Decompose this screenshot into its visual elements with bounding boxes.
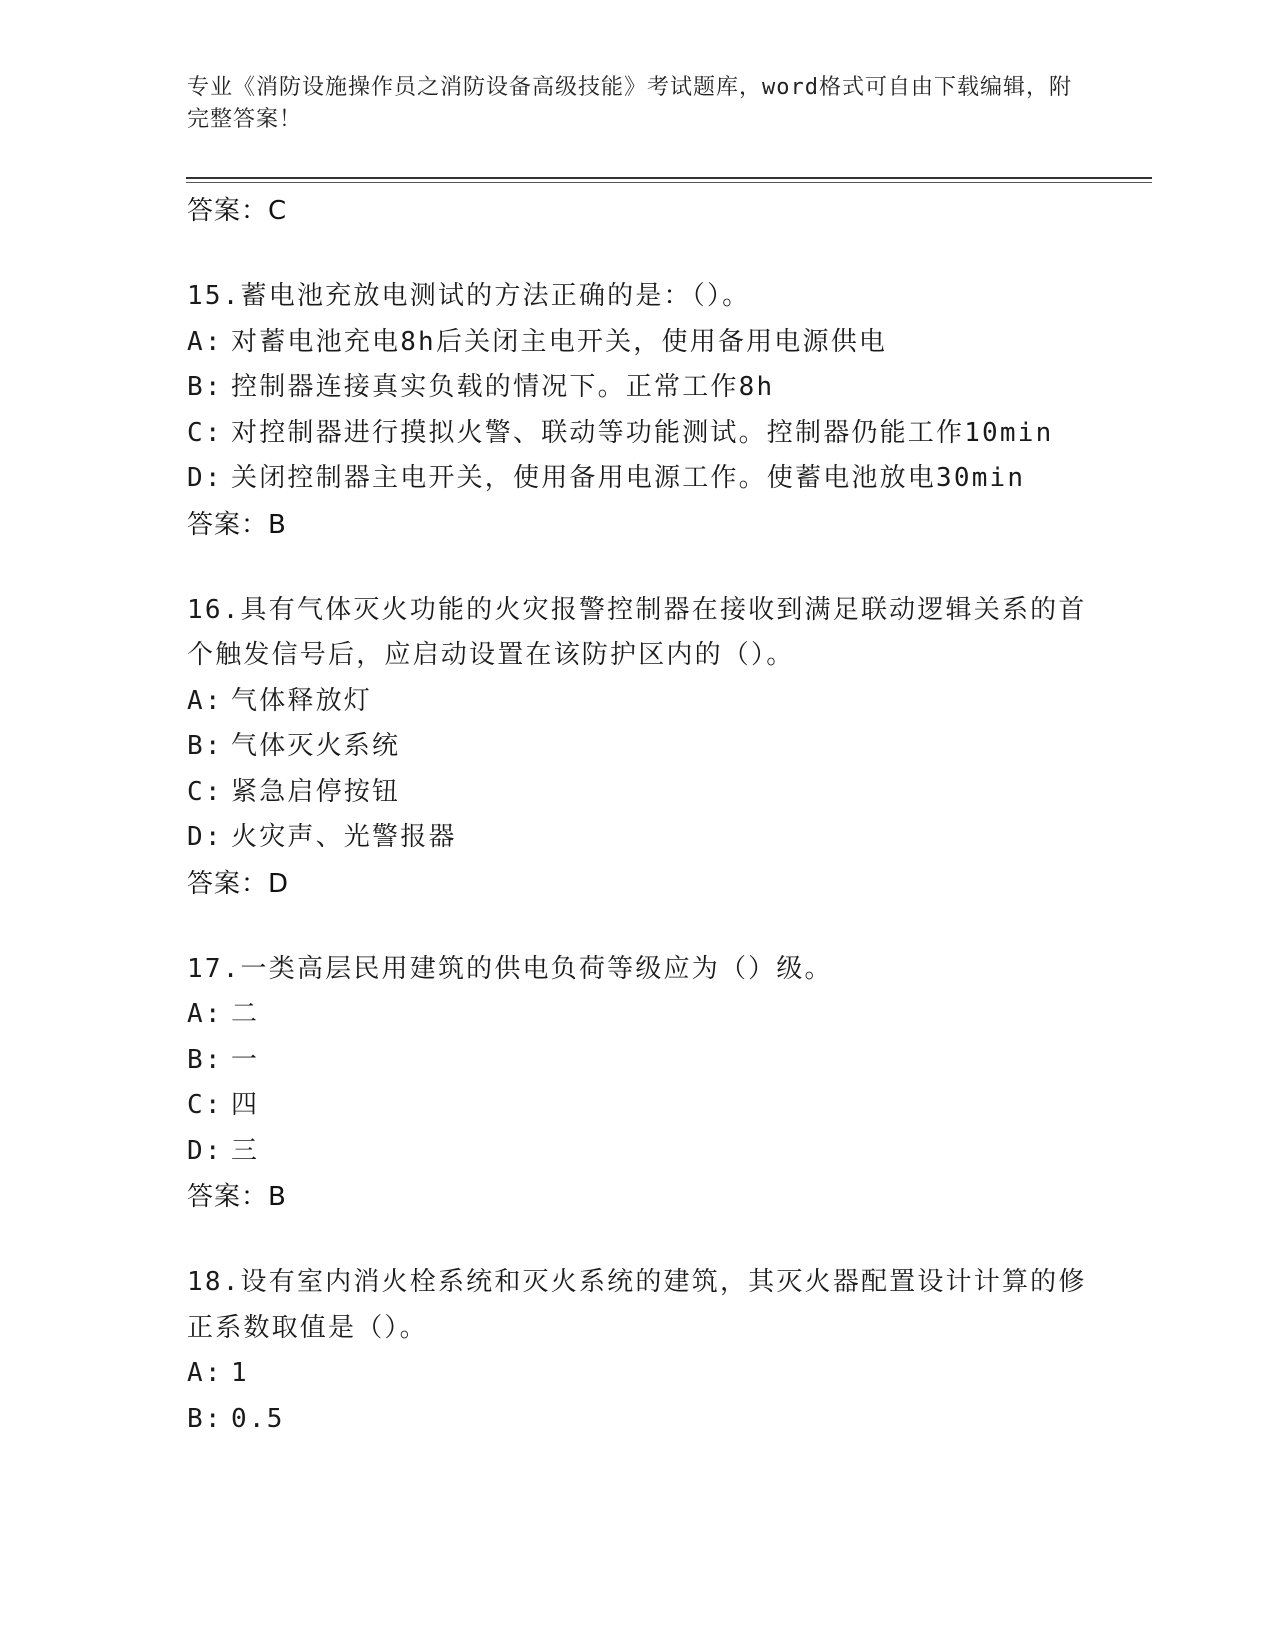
- option-text: 二: [231, 999, 260, 1029]
- option-key: D:: [187, 463, 223, 493]
- question-list: [187, 188, 1087, 1442]
- option-key: D:: [187, 822, 223, 852]
- option-text: 四: [231, 1090, 260, 1120]
- option-key: A:: [187, 685, 223, 716]
- option-b: [187, 724, 1087, 770]
- option-key: C:: [187, 776, 223, 807]
- option-c: [187, 770, 1087, 816]
- option-text: 对蓄电池充电8h后关闭主电开关，使用备用电源供电: [231, 326, 888, 357]
- option-key: B:: [187, 1044, 223, 1075]
- answer-line: 答案：C: [187, 196, 288, 226]
- option-b: [187, 1397, 1087, 1443]
- question-stem: 15.蓄电池充放电测试的方法正确的是：（）。: [187, 281, 751, 311]
- option-key: C:: [187, 417, 223, 448]
- answer-line: 答案：D: [187, 868, 290, 899]
- question-17: [187, 947, 1087, 1221]
- option-c: [187, 1083, 1087, 1129]
- option-text: 关闭控制器主电开关，使用备用电源工作。使蓄电池放电30min: [231, 463, 1026, 493]
- option-a: [187, 679, 1087, 725]
- question-15: [187, 274, 1087, 548]
- option-key: C:: [187, 1090, 223, 1120]
- option-key: A:: [187, 1358, 223, 1388]
- question-16: [187, 588, 1087, 907]
- option-key: B:: [187, 372, 223, 402]
- option-text: 控制器连接真实负载的情况下。正常工作8h: [231, 372, 775, 402]
- option-text: 气体灭火系统: [231, 731, 401, 761]
- option-text: 紧急启停按钮: [231, 776, 401, 807]
- option-key: B:: [187, 731, 223, 761]
- option-a: [187, 992, 1087, 1038]
- option-text: 气体释放灯: [231, 685, 373, 716]
- option-text: 火灾声、光警报器: [231, 822, 457, 852]
- option-b: [187, 365, 1087, 411]
- option-text: 0.5: [231, 1403, 285, 1434]
- option-key: B:: [187, 1403, 223, 1434]
- option-d: [187, 815, 1087, 861]
- option-key: D:: [187, 1135, 223, 1166]
- option-text: 1: [231, 1358, 249, 1388]
- option-key: A:: [187, 999, 223, 1029]
- option-b: [187, 1038, 1087, 1084]
- option-text: 一: [231, 1044, 260, 1075]
- answer-line: 答案：B: [187, 1182, 287, 1212]
- option-key: A:: [187, 326, 223, 357]
- question-stem: 18.设有室内消火栓系统和灭火系统的建筑，其灭火器配置设计计算的修正系数取值是（）。: [187, 1267, 1087, 1343]
- answer-line: 答案：B: [187, 509, 287, 540]
- option-d: [187, 1129, 1087, 1175]
- header-note: 专业《消防设施操作员之消防设备高级技能》考试题库，word格式可自由下载编辑，附完整答案！: [187, 75, 1072, 132]
- question-18: [187, 1260, 1087, 1442]
- header-divider-thin: [186, 182, 1152, 183]
- option-a: [187, 320, 1087, 366]
- header-divider-thick: [186, 177, 1152, 179]
- question-stem: 16.具有气体灭火功能的火灾报警控制器在接收到满足联动逻辑关系的首个触发信号后，应启动设置在该防护区内的（）。: [187, 594, 1087, 670]
- option-text: 对控制器进行摸拟火警、联动等功能测试。控制器仍能工作10min: [231, 417, 1054, 448]
- question-stem: 17.一类高层民用建筑的供电负荷等级应为（）级。: [187, 953, 833, 984]
- option-c: [187, 411, 1087, 457]
- option-d: [187, 456, 1087, 502]
- option-text: 三: [231, 1135, 260, 1166]
- option-a: [187, 1351, 1087, 1397]
